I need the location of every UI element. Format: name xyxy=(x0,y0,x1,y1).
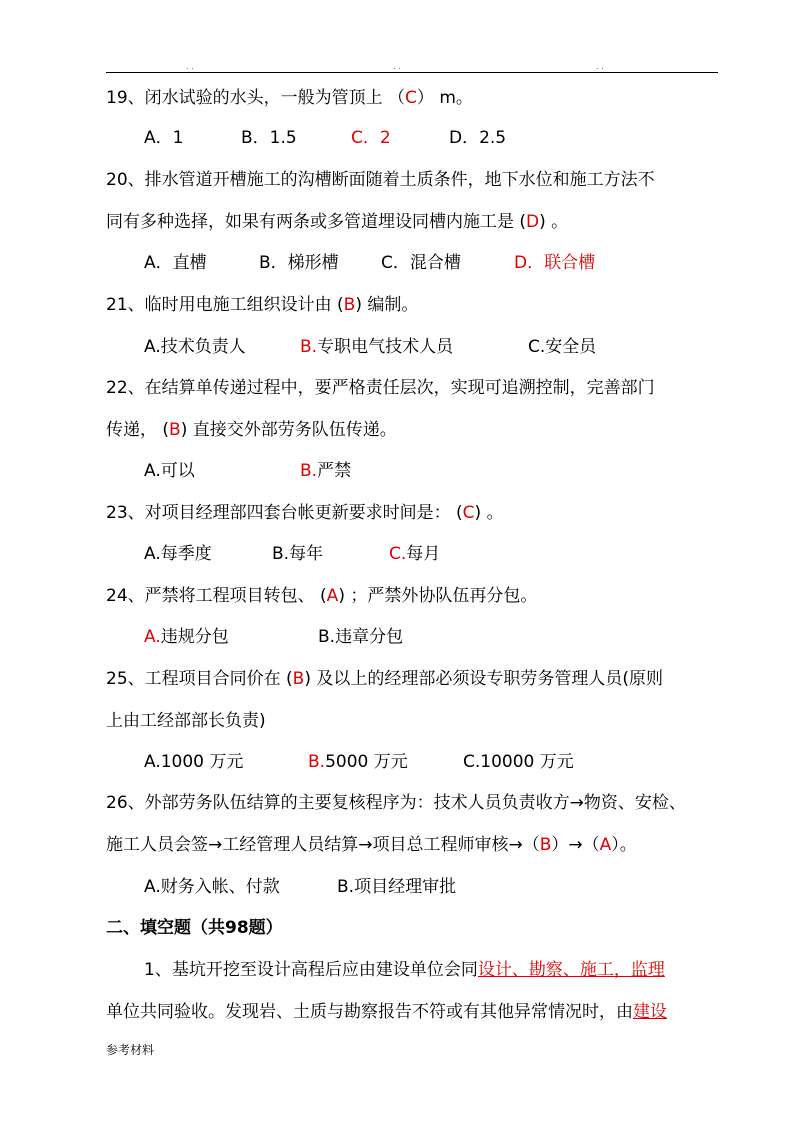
option-25-b: B.5000 万元 xyxy=(308,752,408,772)
question-19: 19、闭水试验的水头，一般为管顶上 （C） m。 xyxy=(106,88,473,108)
question-22-line-1: 22、在结算单传递过程中，要严格责任层次，实现可追溯控制，完善部门 xyxy=(106,378,655,398)
option-25-a: A.1000 万元 xyxy=(144,752,244,772)
option-19-b: B．1.5 xyxy=(241,128,297,148)
option-25-c: C.10000 万元 xyxy=(463,752,574,772)
option-21-b: B.专职电气技术人员 xyxy=(300,337,454,357)
option-19-a: A．1 xyxy=(144,128,184,148)
answer-24: A xyxy=(326,586,339,606)
option-20-b: B．梯形槽 xyxy=(259,253,339,273)
page-footer: 参考材料 xyxy=(106,1043,155,1057)
option-23-a: A.每季度 xyxy=(144,544,212,564)
question-25-line-1: 25、工程项目合同价在 (B) 及以上的经理部必须设专职劳务管理人员(原则 xyxy=(106,669,664,689)
answer-23: C xyxy=(462,503,475,523)
question-20-line-1: 20、排水管道开槽施工的沟槽断面随着土质条件，地下水位和施工方法不 xyxy=(106,170,655,190)
answer-19: C xyxy=(405,88,417,108)
answer-26-first: B xyxy=(539,835,552,855)
header-dots-left: . . xyxy=(186,62,194,71)
option-24-a: A.违规分包 xyxy=(144,627,229,647)
fill-1-line-1: 1、基坑开挖至设计高程后应由建设单位会同设计、勘察、施工，监理 xyxy=(144,960,665,980)
header-dots-right: . . xyxy=(596,62,604,71)
section-2-title: 二、填空题（共98题） xyxy=(106,918,283,938)
option-26-b: B.项目经理审批 xyxy=(337,877,457,897)
question-25-line-2: 上由工经部部长负责) xyxy=(106,711,266,731)
option-20-d: D．联合槽 xyxy=(514,253,596,273)
option-22-b: B.严禁 xyxy=(300,461,352,481)
answer-22: B xyxy=(169,420,181,440)
question-22-line-2: 传递， (B) 直接交外部劳务队伍传递。 xyxy=(106,420,397,440)
option-19-c: C．2 xyxy=(351,128,391,148)
option-20-a: A．直槽 xyxy=(144,253,207,273)
answer-20: D xyxy=(526,212,540,232)
answer-21: B xyxy=(343,295,356,315)
option-21-a: A.技术负责人 xyxy=(144,337,246,357)
question-26-line-1: 26、外部劳务队伍结算的主要复核程序为：技术人员负责收方→物资、安检、 xyxy=(106,793,686,813)
answer-25: B xyxy=(292,669,305,689)
option-23-b: B.每年 xyxy=(272,544,324,564)
option-22-a: A.可以 xyxy=(144,461,195,481)
answer-26-second: A xyxy=(599,835,612,855)
fill-1-line-2: 单位共同验收。发现岩、土质与勘察报告不符或有其他异常情况时，由建设 xyxy=(106,1002,667,1022)
question-24: 24、严禁将工程项目转包、 (A) ；严禁外协队伍再分包。 xyxy=(106,586,538,606)
fill-1-answer-2: 建设 xyxy=(633,1002,667,1022)
option-26-a: A.财务入帐、付款 xyxy=(144,877,280,897)
fill-1-answer-1: 设计、勘察、施工，监理 xyxy=(477,960,665,980)
option-23-c: C.每月 xyxy=(389,544,441,564)
question-23: 23、对项目经理部四套台帐更新要求时间是： (C) 。 xyxy=(106,503,504,523)
header-rule xyxy=(106,72,718,73)
question-21: 21、临时用电施工组织设计由 (B) 编制。 xyxy=(106,295,419,315)
question-20-line-2: 同有多种选择，如果有两条或多管道埋设同槽内施工是 (D) 。 xyxy=(106,212,569,232)
option-19-d: D．2.5 xyxy=(449,128,507,148)
option-24-b: B.违章分包 xyxy=(318,627,404,647)
option-20-c: C．混合槽 xyxy=(381,253,461,273)
question-26-line-2: 施工人员会签→工经管理人员结算→项目总工程师审核→（B）→（A）。 xyxy=(106,835,637,855)
header-dots-center: . . xyxy=(393,62,401,71)
option-21-c: C.安全员 xyxy=(528,337,597,357)
